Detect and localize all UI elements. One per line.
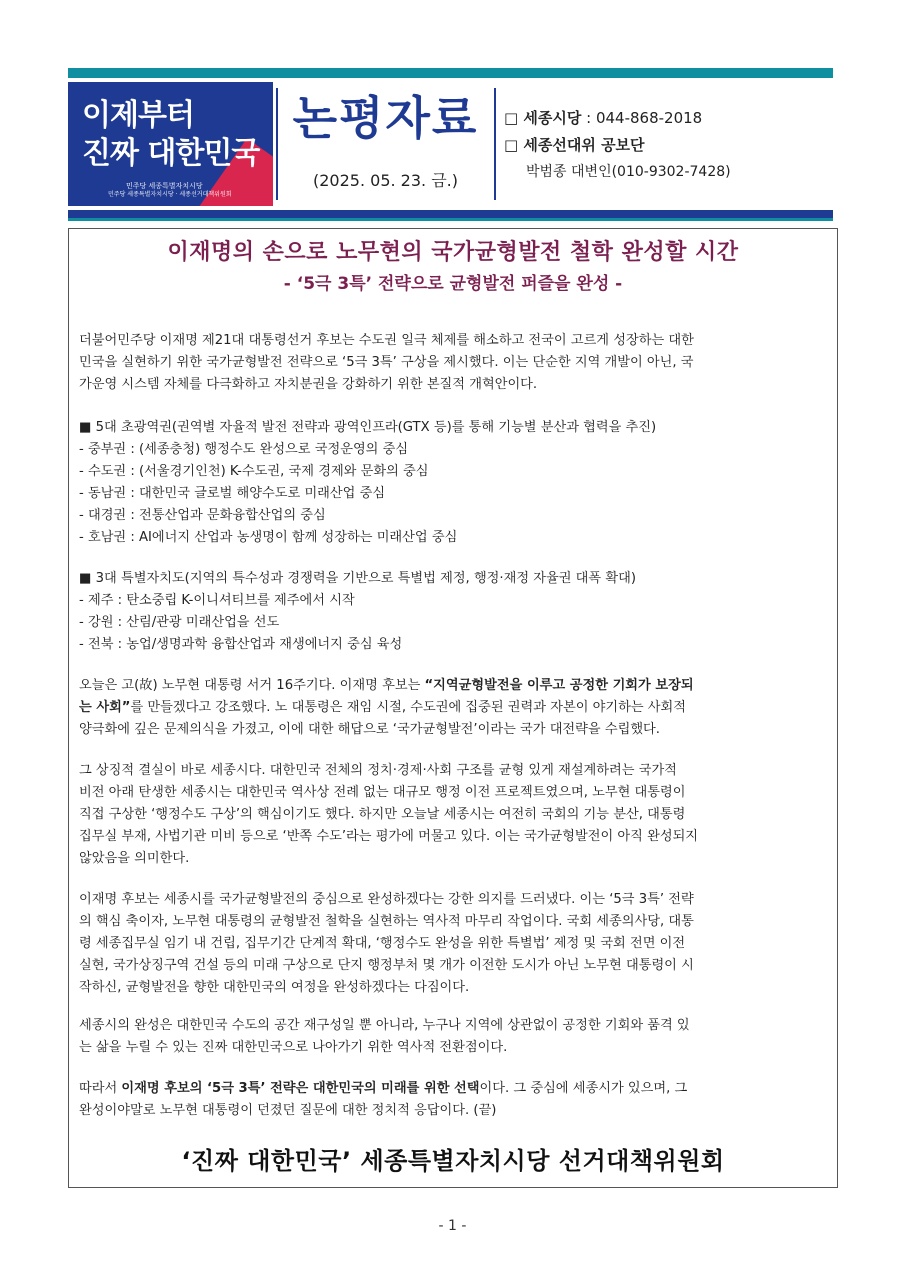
contact-1-label: □ 세종시당 bbox=[504, 109, 582, 127]
contact-line-3: 박범종 대변인(010-9302-7428) bbox=[526, 164, 731, 180]
paragraph-line: 세종시의 완성은 대한민국 수도의 공간 재구성일 뿐 아니라, 누구나 지역에 상관없이 공정한 기회와 품격 있 bbox=[79, 1018, 690, 1033]
list-item: - 대경권 : 전통산업과 문화융합산업의 중심 bbox=[79, 508, 326, 523]
contact-1-phone: : 044-868-2018 bbox=[581, 109, 703, 127]
paragraph-text: 를 만들겠다고 강조했다. 노 대통령은 재임 시절, 수도권에 집중된 권력과 자본이 야기하는 사회적 bbox=[130, 700, 686, 715]
paragraph-line: 실현, 국가상징구역 건설 등의 미래 구상으로 단지 행정부처 몇 개가 이전한 도시가 아닌 노무현 대통령이 시 bbox=[79, 958, 694, 973]
emphasis-bold: 이재명 후보의 ‘5극 3특’ 전략은 대한민국의 미래를 위한 선택 bbox=[121, 1081, 480, 1096]
list-item: - 중부권 : (세종충청) 행정수도 완성으로 국정운영의 중심 bbox=[79, 442, 409, 457]
header-bottom-accent bbox=[68, 218, 833, 221]
list-special-provinces bbox=[79, 568, 831, 656]
paragraph-line: 완성이야말로 노무현 대통령이 던졌던 질문에 대한 정치적 응답이다. (끝) bbox=[79, 1103, 497, 1118]
issuer-signature: ‘진짜 대한민국’ 세종특별자치시당 선거대책위원회 bbox=[181, 1147, 725, 1175]
paragraph-line: 집무실 부재, 사법기관 미비 등으로 ‘반쪽 수도’라는 평가에 머물고 있다. 이는 국가균형발전이 아직 완성되지 bbox=[79, 829, 699, 844]
list-heading: ■ 3대 특별자치도(지역의 특수성과 경쟁력을 기반으로 특별법 제정, 행정·재정 자율권 대폭 확대) bbox=[79, 571, 636, 586]
paragraph-4 bbox=[79, 889, 831, 999]
contact-line-2: □ 세종선대위 공보단 bbox=[504, 136, 645, 154]
paragraph-6 bbox=[79, 1078, 831, 1122]
headline: 이재명의 손으로 노무현의 국가균형발전 철학 완성할 시간 bbox=[167, 240, 739, 265]
paragraph-line: 더불어민주당 이재명 제21대 대통령선거 후보는 수도권 일극 체제를 해소하고 전국이 고르게 성장하는 대한 bbox=[79, 333, 694, 348]
header-top-bar bbox=[68, 68, 833, 78]
header-bottom-bar bbox=[68, 210, 833, 218]
article-box bbox=[68, 228, 838, 1188]
logo-brand: 민주당 세종특별자치시당 bbox=[126, 182, 203, 190]
header-divider-left bbox=[276, 88, 278, 200]
paragraph-line bbox=[79, 697, 831, 719]
paragraph-line: 의 핵심 축이자, 노무현 대통령의 균형발전 철학을 실현하는 역사적 마무리 작업이다. 국회 세종의사당, 대통 bbox=[79, 914, 694, 929]
paragraph-line: 가운영 시스템 자체를 다극화하고 자치분권을 강화하기 위한 본질적 개혁안이다. bbox=[79, 377, 538, 392]
paragraph-line: 작하신, 균형발전을 향한 대한민국의 여정을 완성하겠다는 다짐이다. bbox=[79, 980, 470, 995]
paragraph-line: 직접 구상한 ‘행정수도 구상’의 핵심이기도 했다. 하지만 오늘날 세종시는 여전히 국회의 기능 분산, 대통령 bbox=[79, 807, 686, 822]
campaign-logo bbox=[68, 82, 273, 206]
paragraph-text: 따라서 bbox=[79, 1081, 122, 1096]
list-item: - 제주 : 탄소중립 K-이니셔티브를 제주에서 시작 bbox=[79, 593, 355, 608]
paragraph-text: 이다. 그 중심에 세종시가 있으며, 그 bbox=[479, 1081, 688, 1096]
document-type-title: 논평자료 bbox=[292, 91, 479, 145]
paragraph-line: 령 세종집무실 임기 내 건립, 집무기간 단계적 확대, ‘행정수도 완성을 위한 특별법’ 제정 및 국회 전면 이전 bbox=[79, 936, 686, 951]
paragraph-line: 민국을 실현하기 위한 국가균형발전 전략으로 ‘5극 3특’ 구상을 제시했다. 이는 단순한 지역 개발이 아닌, 국 bbox=[79, 355, 694, 370]
document-header bbox=[68, 80, 833, 208]
paragraph-line: 않았음을 의미한다. bbox=[79, 851, 190, 866]
list-item: - 호남권 : AI에너지 산업과 농생명이 함께 성장하는 미래산업 중심 bbox=[79, 530, 458, 545]
list-item: - 수도권 : (서울경기인천) K-수도권, 국제 경제와 문화의 중심 bbox=[79, 464, 429, 479]
paragraph-line: 이재명 후보는 세종시를 국가균형발전의 중심으로 완성하겠다는 강한 의지를 드러냈다. 이는 ‘5극 3특’ 전략 bbox=[79, 892, 694, 907]
list-heading: ■ 5대 초광역권(권역별 자율적 발전 전략과 광역인프라(GTX 등)를 통해 기능별 분산과 협력을 추진) bbox=[79, 420, 657, 435]
paragraph-line: 비전 아래 탄생한 세종시는 대한민국 역사상 전례 없는 대규모 행정 이전 프로젝트였으며, 노무현 대통령이 bbox=[79, 785, 686, 800]
paragraph-line bbox=[79, 675, 831, 697]
paragraph-5 bbox=[79, 1015, 831, 1059]
list-item: - 동남권 : 대한민국 글로벌 해양수도로 미래산업 중심 bbox=[79, 486, 386, 501]
logo-line-1: 이제부터 bbox=[82, 98, 194, 133]
paragraph-line bbox=[79, 1078, 831, 1100]
paragraph-2 bbox=[79, 675, 831, 741]
quote-bold: 는 사회” bbox=[79, 700, 131, 715]
logo-line-2: 진짜 대한민국 bbox=[82, 136, 260, 171]
paragraph-line: 는 삶을 누릴 수 있는 진짜 대한민국으로 나아가기 위한 역사적 전환점이다. bbox=[79, 1040, 508, 1055]
list-superregions bbox=[79, 417, 831, 549]
list-item: - 강원 : 산림/관광 미래산업을 선도 bbox=[79, 615, 280, 630]
paragraph-text: 오늘은 고(故) 노무현 대통령 서거 16주기다. 이재명 후보는 bbox=[79, 678, 425, 693]
paragraph-1 bbox=[79, 330, 831, 396]
list-item: - 전북 : 농업/생명과학 융합산업과 재생에너지 중심 육성 bbox=[79, 637, 403, 652]
page-number: - 1 - bbox=[438, 1218, 467, 1234]
quote-bold: “지역균형발전을 이루고 공정한 기회가 보장되 bbox=[424, 678, 694, 693]
paragraph-line: 그 상징적 결실이 바로 세종시다. 대한민국 전체의 정치·경제·사회 구조를 균형 있게 재설계하려는 국가적 bbox=[79, 763, 677, 778]
document-date: (2025. 05. 23. 금.) bbox=[313, 171, 458, 190]
header-divider-right bbox=[494, 88, 496, 200]
paragraph-line: 양극화에 깊은 문제의식을 가졌고, 이에 대한 해답으로 ‘국가균형발전’이라는 국가 대전략을 수립했다. bbox=[79, 722, 660, 737]
paragraph-3 bbox=[79, 760, 831, 870]
subheadline: - ‘5극 3특’ 전략으로 균형발전 퍼즐을 완성 - bbox=[283, 274, 623, 294]
contact-line-1 bbox=[504, 108, 702, 128]
logo-brand-sub: 민주당 세종특별자치시당 · 세종선거대책위원회 bbox=[108, 191, 232, 198]
